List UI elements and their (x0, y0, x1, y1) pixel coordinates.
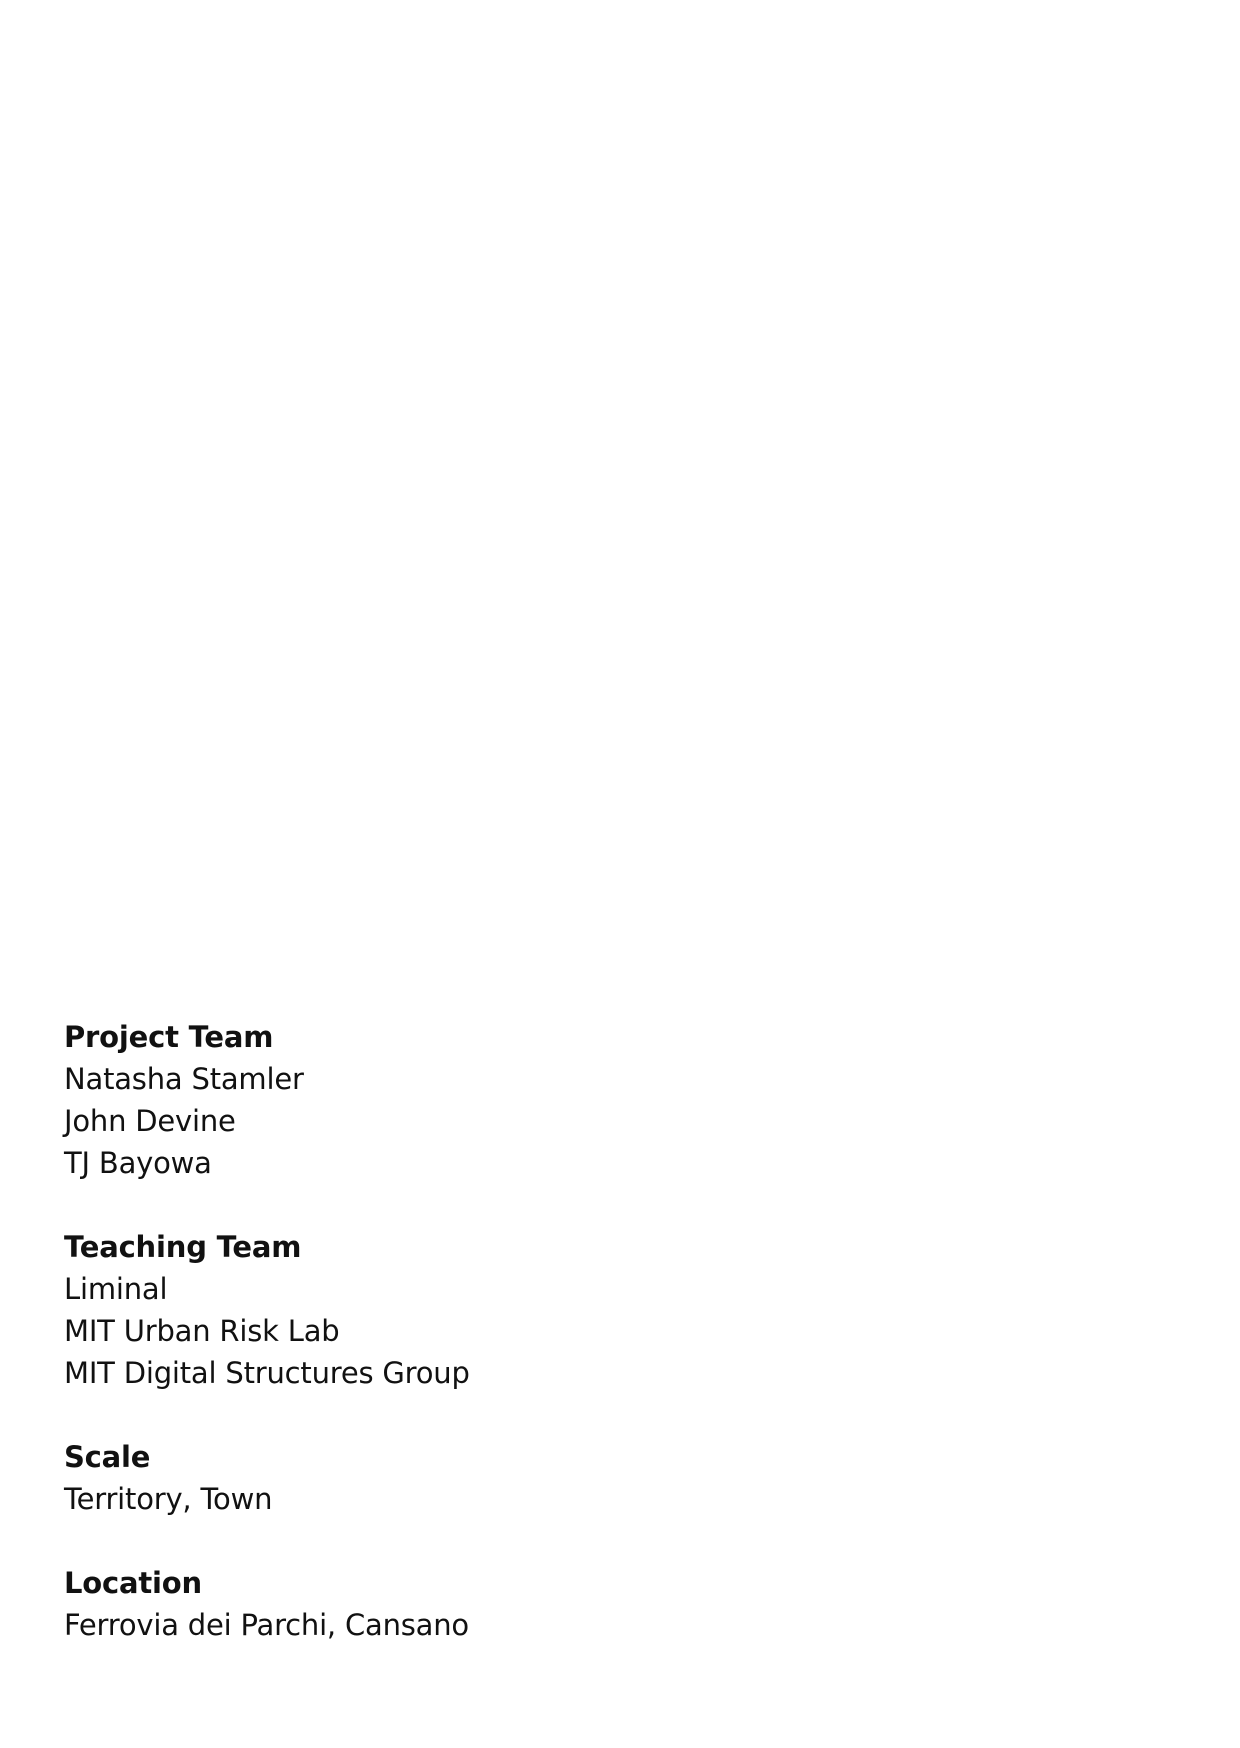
section-heading-location: Location (64, 1566, 202, 1600)
location-section (64, 1562, 764, 1646)
project-team-member: Natasha Stamler (64, 1062, 304, 1096)
section-heading-scale: Scale (64, 1440, 151, 1474)
project-team-member: John Devine (64, 1104, 236, 1138)
project-team-section (64, 1016, 764, 1184)
location-list (64, 1604, 764, 1646)
teaching-team-section (64, 1226, 764, 1394)
credits-block (64, 1016, 764, 1688)
scale-section (64, 1436, 764, 1520)
project-team-member: TJ Bayowa (64, 1146, 212, 1180)
section-heading-teaching-team: Teaching Team (64, 1230, 302, 1264)
teaching-team-member: MIT Digital Structures Group (64, 1356, 470, 1390)
teaching-team-list (64, 1268, 764, 1394)
teaching-team-member: MIT Urban Risk Lab (64, 1314, 340, 1348)
teaching-team-member: Liminal (64, 1272, 168, 1306)
scale-list (64, 1478, 764, 1520)
location-value: Ferrovia dei Parchi, Cansano (64, 1608, 469, 1642)
section-heading-project-team: Project Team (64, 1020, 274, 1054)
project-team-list (64, 1058, 764, 1184)
scale-value: Territory, Town (64, 1482, 273, 1516)
